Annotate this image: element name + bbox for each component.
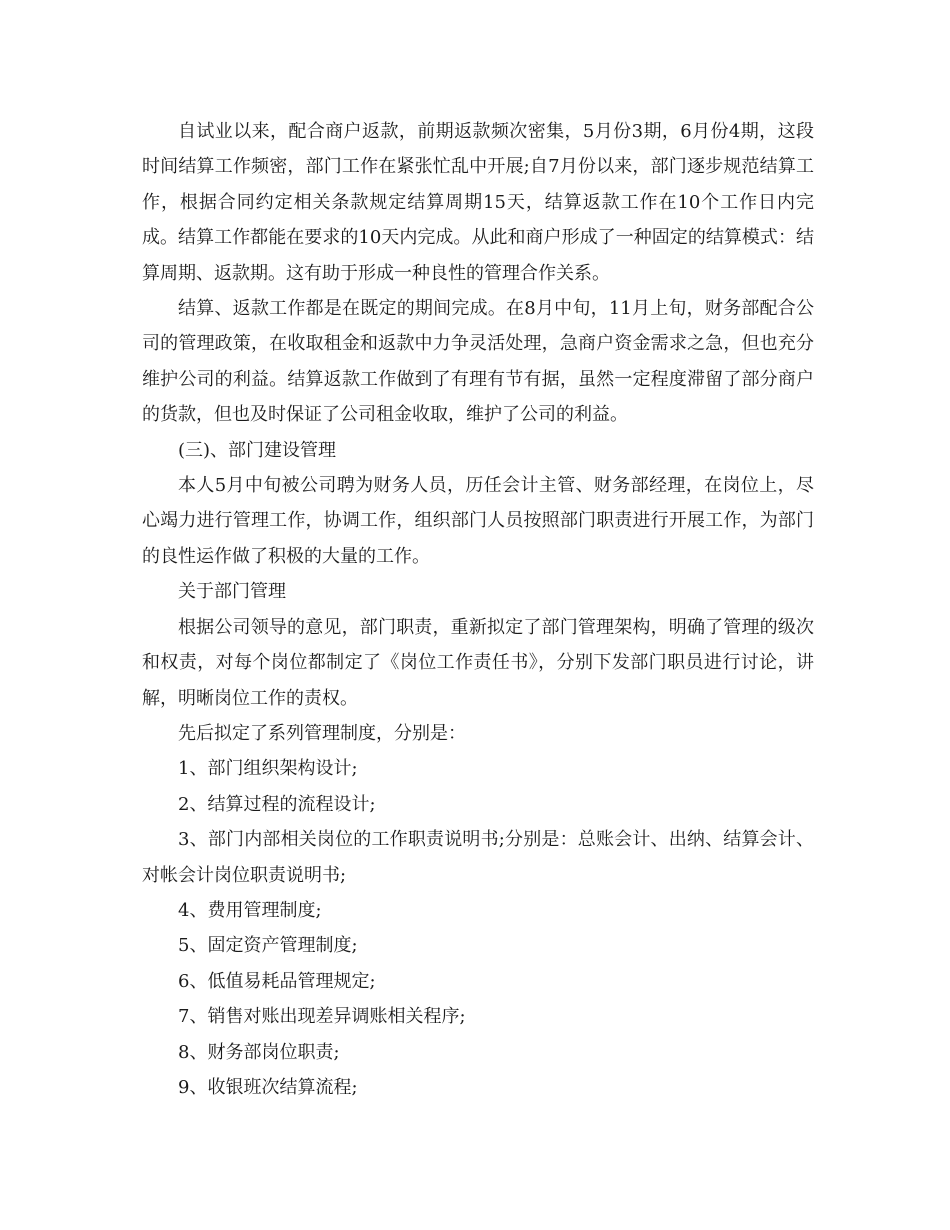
document-body xyxy=(142,114,814,1105)
paragraph-personal-role: 本人5月中旬被公司聘为财务人员，历任会计主管、财务部经理，在岗位上，尽心竭力进行管理工作，协调工作，组织部门人员按照部门职责进行开展工作，为部门的良性运作做了积极的大量的工作。 xyxy=(142,475,814,567)
list-item: 3、部门内部相关岗位的工作职责说明书;分别是：总账会计、出纳、结算会计、对帐会计岗位职责说明书; xyxy=(142,829,814,886)
paragraph-settlement-timing: 结算、返款工作都是在既定的期间完成。在8月中旬，11月上旬，财务部配合公司的管理政策，在收取租金和返款中力争灵活处理，急商户资金需求之急，但也充分维护公司的利益。结算返款工作做到了有理有节有据，虽然一定程度滞留了部分商户的货款，但也及时保证了公司租金收取，维护了公司的利益。 xyxy=(142,298,814,426)
list-item: 2、结算过程的流程设计; xyxy=(178,793,376,815)
list-item: 8、财务部岗位职责; xyxy=(178,1041,340,1063)
paragraph-settlement-history: 自试业以来，配合商户返款，前期返款频次密集，5月份3期，6月份4期，这段时间结算工作频密，部门工作在紧张忙乱中开展;自7月份以来，部门逐步规范结算工作，根据合同约定相关条款规定结算周期15天，结算返款工作在10个工作日内完成。结算工作都能在要求的10天内完成。从此和商户形成了一种固定的结算模式：结算周期、返款期。这有助于形成一种良性的管理合作关系。 xyxy=(142,121,814,284)
list-item: 6、低值易耗品管理规定; xyxy=(178,970,376,992)
list-item: 1、部门组织架构设计; xyxy=(178,758,358,780)
list-item: 4、费用管理制度; xyxy=(178,899,322,921)
list-item: 5、固定资产管理制度; xyxy=(178,935,358,957)
subheading-department-management: 关于部门管理 xyxy=(178,581,286,603)
section-heading-department-construction: (三)、部门建设管理 xyxy=(178,439,337,461)
paragraph-management-structure: 根据公司领导的意见，部门职责，重新拟定了部门管理架构，明确了管理的级次和权责，对每个岗位都制定了《岗位工作责任书》，分别下发部门职员进行讨论，讲解，明晰岗位工作的责权。 xyxy=(142,616,814,709)
list-item: 7、销售对账出现差异调账相关程序; xyxy=(178,1006,466,1028)
list-item: 9、收银班次结算流程; xyxy=(178,1076,358,1098)
paragraph-regulations-intro: 先后拟定了系列管理制度，分别是： xyxy=(178,722,466,744)
